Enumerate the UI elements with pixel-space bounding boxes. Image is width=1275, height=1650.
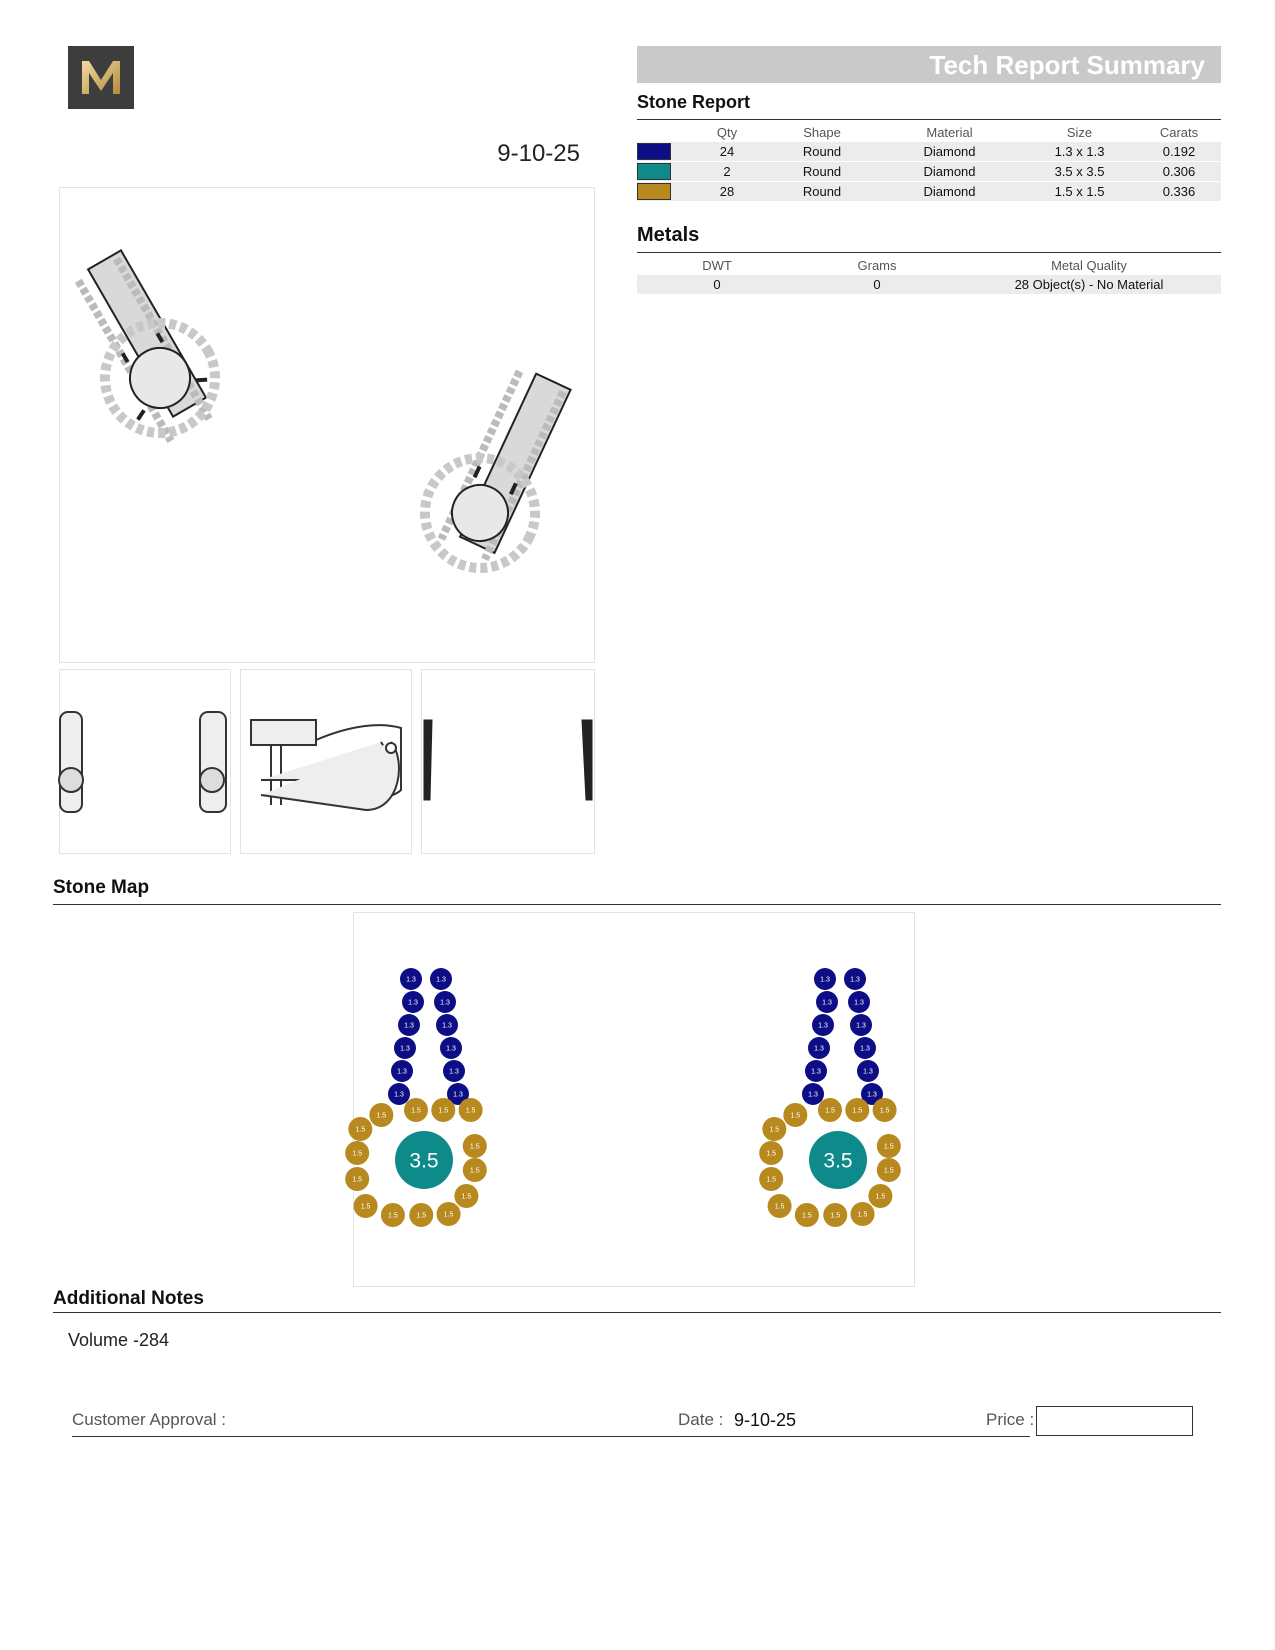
left-small-stone xyxy=(394,1037,416,1059)
right-halo-stone xyxy=(768,1194,792,1218)
cell-carats: 0.306 xyxy=(1137,162,1221,182)
thumbnail-profile[interactable] xyxy=(421,669,595,854)
right-small-stone xyxy=(850,1014,872,1036)
metals-table xyxy=(637,255,1221,294)
metals-title: Metals xyxy=(637,224,700,246)
left-halo-stone-label: 1.5 xyxy=(469,1143,480,1151)
left-halo-stone xyxy=(437,1202,461,1226)
left-halo-stone xyxy=(381,1203,405,1227)
right-halo-stone xyxy=(762,1117,786,1141)
left-halo-stone xyxy=(348,1117,372,1141)
right-small-stone xyxy=(814,968,836,990)
right-small-stone xyxy=(812,1014,834,1036)
cell-material: Diamond xyxy=(877,182,1022,202)
left-small-stone-label: 1.3 xyxy=(446,1045,456,1053)
thumbnail-side[interactable] xyxy=(240,669,412,854)
left-halo-stone xyxy=(404,1098,428,1122)
price-label: Price : xyxy=(986,1410,1035,1429)
table-row xyxy=(637,162,1221,182)
right-halo-stone-label: 1.5 xyxy=(766,1150,777,1158)
col-metal-quality: Metal Quality xyxy=(1051,257,1127,273)
thumbnail-front[interactable] xyxy=(59,669,231,854)
main-render-image xyxy=(59,187,595,663)
right-halo-stone xyxy=(818,1098,842,1122)
right-small-stone-label: 1.3 xyxy=(863,1068,873,1076)
right-small-stone xyxy=(857,1060,879,1082)
left-small-stone xyxy=(400,968,422,990)
left-halo-stone xyxy=(431,1098,455,1122)
right-small-stone xyxy=(805,1060,827,1082)
col-size: Size xyxy=(1066,124,1093,140)
right-halo-stone xyxy=(851,1202,875,1226)
cell-size: 1.3 x 1.3 xyxy=(1022,142,1137,162)
left-halo-stone xyxy=(459,1098,483,1122)
color-swatch xyxy=(637,143,671,160)
color-swatch xyxy=(637,183,671,200)
earring-left-render xyxy=(47,238,237,458)
right-small-stone-label: 1.3 xyxy=(856,1022,866,1030)
left-small-stone xyxy=(402,991,424,1013)
left-small-stone-label: 1.3 xyxy=(406,976,416,984)
cell-shape: Round xyxy=(767,182,877,202)
right-halo-stone xyxy=(759,1167,783,1191)
left-small-stone xyxy=(398,1014,420,1036)
right-halo-stone xyxy=(877,1158,901,1182)
color-swatch xyxy=(637,163,671,180)
left-small-stone-label: 1.3 xyxy=(453,1091,463,1099)
report-title: Tech Report Summary xyxy=(929,50,1205,80)
left-halo-stone xyxy=(463,1134,487,1158)
metals-header-row xyxy=(637,255,1221,275)
stone-report-rule xyxy=(637,119,1221,120)
profile-view-icon xyxy=(422,670,594,853)
stone-report-title: Stone Report xyxy=(637,92,751,112)
left-small-stone xyxy=(388,1083,410,1105)
stone-map-frame xyxy=(353,912,915,1287)
col-dwt: DWT xyxy=(702,257,732,273)
notes-title: Additional Notes xyxy=(53,1288,204,1309)
right-small-stone-label: 1.3 xyxy=(854,999,864,1007)
left-small-stone-label: 1.3 xyxy=(397,1068,407,1076)
left-halo-stone-label: 1.5 xyxy=(469,1167,480,1175)
report-date: 9-10-25 xyxy=(497,140,580,167)
stone-report-table xyxy=(637,122,1221,201)
right-small-stone xyxy=(848,991,870,1013)
date-label: Date : xyxy=(678,1410,724,1429)
stone-map-diagram xyxy=(354,913,914,1286)
right-halo-stone-label: 1.5 xyxy=(857,1211,868,1219)
right-halo-stone xyxy=(868,1184,892,1208)
earrings-render-icon xyxy=(60,188,594,662)
col-material: Material xyxy=(926,124,973,140)
right-small-stone-label: 1.3 xyxy=(850,976,860,984)
right-halo-stone-label: 1.5 xyxy=(769,1126,780,1134)
cell-material: Diamond xyxy=(877,142,1022,162)
right-small-stone-label: 1.3 xyxy=(822,999,832,1007)
left-small-stone-label: 1.3 xyxy=(436,976,446,984)
right-halo-stone-label: 1.5 xyxy=(790,1112,801,1120)
right-small-stone-label: 1.3 xyxy=(820,976,830,984)
left-halo-stone-label: 1.5 xyxy=(416,1212,427,1220)
cell-shape: Round xyxy=(767,142,877,162)
right-halo-stone-label: 1.5 xyxy=(802,1212,812,1220)
left-halo-stone xyxy=(345,1141,369,1165)
right-halo-stone-label: 1.5 xyxy=(883,1143,894,1151)
right-halo-stone-label: 1.5 xyxy=(852,1107,863,1115)
table-row xyxy=(637,142,1221,162)
left-small-stone-label: 1.3 xyxy=(449,1068,459,1076)
col-shape: Shape xyxy=(803,124,841,140)
left-halo-stone xyxy=(463,1158,487,1182)
left-center-stone-label: 3.5 xyxy=(409,1149,439,1173)
cell-shape: Round xyxy=(767,162,877,182)
right-small-stone xyxy=(802,1083,824,1105)
cell-qty: 24 xyxy=(687,142,767,162)
right-small-stone-label: 1.3 xyxy=(811,1068,821,1076)
left-halo-stone-label: 1.5 xyxy=(461,1193,472,1201)
right-halo-stone-label: 1.5 xyxy=(766,1176,777,1184)
left-small-stone-label: 1.3 xyxy=(440,999,450,1007)
stone-report-header-row xyxy=(637,122,1221,142)
right-small-stone-label: 1.3 xyxy=(818,1022,828,1030)
report-title-bar xyxy=(637,46,1221,83)
left-small-stone xyxy=(434,991,456,1013)
right-center-stone xyxy=(809,1131,867,1189)
right-halo-stone xyxy=(877,1134,901,1158)
cell-grams: 0 xyxy=(797,275,957,294)
left-small-stone-label: 1.3 xyxy=(394,1091,404,1099)
right-halo-stone-label: 1.5 xyxy=(774,1203,785,1211)
left-halo-stone-label: 1.5 xyxy=(465,1107,476,1115)
price-field[interactable] xyxy=(1036,1406,1193,1436)
right-small-stone-label: 1.3 xyxy=(814,1045,824,1053)
left-center-stone xyxy=(395,1131,453,1189)
left-halo-stone-label: 1.5 xyxy=(376,1112,387,1120)
left-small-stone-label: 1.3 xyxy=(400,1045,410,1053)
left-halo-stone xyxy=(345,1167,369,1191)
left-halo-stone-label: 1.5 xyxy=(388,1212,398,1220)
approval-signature-line xyxy=(72,1436,1030,1437)
left-small-stone xyxy=(443,1060,465,1082)
cell-dwt: 0 xyxy=(637,275,797,294)
right-halo-stone xyxy=(845,1098,869,1122)
right-halo-stone xyxy=(783,1103,807,1127)
right-center-stone-label: 3.5 xyxy=(823,1149,853,1173)
right-small-stone-label: 1.3 xyxy=(867,1091,877,1099)
side-view-icon xyxy=(241,670,411,853)
notes-text: Volume -284 xyxy=(68,1330,170,1350)
left-small-stone xyxy=(440,1037,462,1059)
right-halo-stone-label: 1.5 xyxy=(879,1107,890,1115)
left-small-stone xyxy=(436,1014,458,1036)
right-halo-stone xyxy=(795,1203,819,1227)
customer-approval-label: Customer Approval : xyxy=(72,1410,227,1429)
notes-rule xyxy=(53,1312,1221,1313)
left-halo-stone-label: 1.5 xyxy=(352,1176,363,1184)
cell-size: 3.5 x 3.5 xyxy=(1022,162,1137,182)
right-halo-stone-label: 1.5 xyxy=(875,1193,886,1201)
right-halo-stone xyxy=(873,1098,897,1122)
right-halo-stone xyxy=(823,1203,847,1227)
right-halo-stone-label: 1.5 xyxy=(825,1107,835,1115)
col-carats: Carats xyxy=(1159,124,1199,140)
right-halo-stone-label: 1.5 xyxy=(830,1212,841,1220)
cell-carats: 0.336 xyxy=(1137,182,1221,202)
left-small-stone-label: 1.3 xyxy=(442,1022,452,1030)
left-small-stone-label: 1.3 xyxy=(404,1022,414,1030)
right-small-stone-label: 1.3 xyxy=(808,1091,818,1099)
left-small-stone xyxy=(391,1060,413,1082)
left-halo-stone-label: 1.5 xyxy=(438,1107,449,1115)
left-halo-stone-label: 1.5 xyxy=(360,1203,371,1211)
cell-material: Diamond xyxy=(877,162,1022,182)
metals-rule xyxy=(637,252,1221,253)
left-small-stone-label: 1.3 xyxy=(408,999,418,1007)
left-halo-stone-label: 1.5 xyxy=(355,1126,366,1134)
table-row xyxy=(637,275,1221,294)
approval-date-value: 9-10-25 xyxy=(734,1410,797,1430)
left-halo-stone xyxy=(454,1184,478,1208)
right-small-stone xyxy=(808,1037,830,1059)
left-halo-stone xyxy=(409,1203,433,1227)
m-logo-icon xyxy=(68,46,134,109)
col-grams: Grams xyxy=(857,257,897,273)
table-row xyxy=(637,182,1221,202)
right-small-stone xyxy=(816,991,838,1013)
front-view-icon xyxy=(60,670,230,853)
cell-qty: 28 xyxy=(687,182,767,202)
stone-map-title: Stone Map xyxy=(53,877,150,898)
earring-right-render xyxy=(407,354,593,586)
cell-qty: 2 xyxy=(687,162,767,182)
cell-size: 1.5 x 1.5 xyxy=(1022,182,1137,202)
right-halo-stone-label: 1.5 xyxy=(883,1167,894,1175)
left-halo-stone-label: 1.5 xyxy=(411,1107,421,1115)
col-qty: Qty xyxy=(716,124,738,140)
right-halo-stone xyxy=(759,1141,783,1165)
left-halo-stone xyxy=(369,1103,393,1127)
stone-map-rule xyxy=(53,904,1221,905)
left-halo-stone-label: 1.5 xyxy=(443,1211,454,1219)
left-halo-stone-label: 1.5 xyxy=(352,1150,363,1158)
cell-carats: 0.192 xyxy=(1137,142,1221,162)
cell-metal-quality: 28 Object(s) - No Material xyxy=(957,275,1221,294)
right-small-stone-label: 1.3 xyxy=(860,1045,870,1053)
right-small-stone xyxy=(854,1037,876,1059)
left-small-stone xyxy=(430,968,452,990)
right-small-stone xyxy=(844,968,866,990)
company-logo xyxy=(68,46,134,109)
left-halo-stone xyxy=(354,1194,378,1218)
